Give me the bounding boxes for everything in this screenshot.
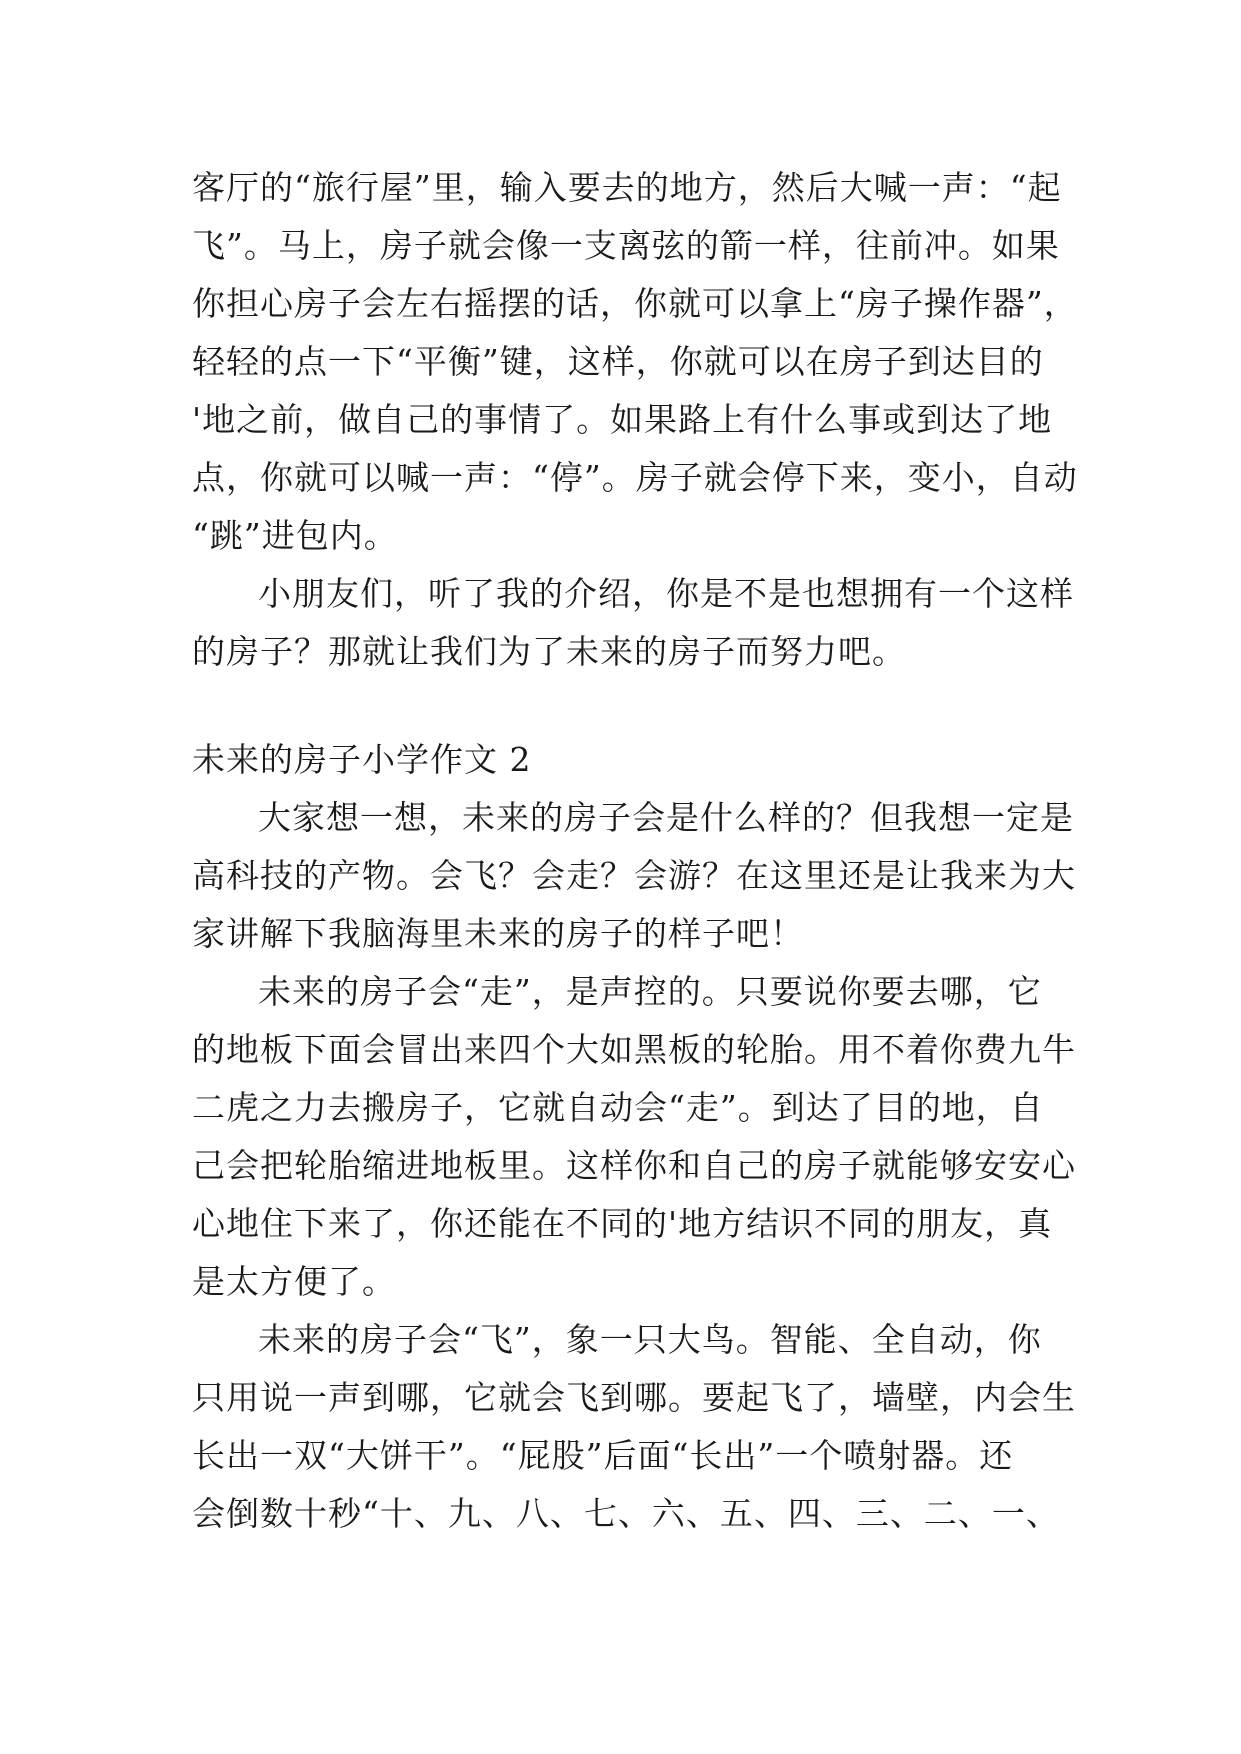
paragraph-line: 飞”。马上，房子就会像一支离弦的箭一样，往前冲。如果 — [192, 226, 1060, 265]
paragraph-line: 未来的房子会“走”，是声控的。只要说你要去哪，它 — [258, 972, 1042, 1011]
paragraph-line: '地之前，做自己的事情了。如果路上有什么事或到达了地 — [192, 400, 1053, 439]
paragraph-line: 未来的房子会“飞”，象一只大鸟。智能、全自动，你 — [258, 1320, 1042, 1359]
paragraph-line: 高科技的产物。会飞？会走？会游？在这里还是让我来为大 — [192, 856, 1076, 895]
paragraph-line: 的地板下面会冒出来四个大如黑板的轮胎。用不着你费九牛 — [192, 1030, 1076, 1069]
paragraph-line: “跳”进包内。 — [192, 516, 398, 555]
paragraph-line: 只用说一声到哪，它就会飞到哪。要起飞了，墙壁，内会生 — [192, 1378, 1076, 1417]
section-heading: 未来的房子小学作文 2 — [192, 740, 532, 779]
paragraph-line: 会倒数十秒“十、九、八、七、六、五、四、三、二、一、 — [192, 1494, 1060, 1533]
paragraph-line: 家讲解下我脑海里未来的房子的样子吧！ — [192, 914, 804, 953]
paragraph-line: 二虎之力去搬房子，它就自动会“走”。到达了目的地，自 — [192, 1088, 1044, 1127]
paragraph-line: 己会把轮胎缩进地板里。这样你和自己的房子就能够安安心 — [192, 1146, 1076, 1185]
paragraph-line: 小朋友们，听了我的介绍，你是不是也想拥有一个这样 — [258, 574, 1074, 613]
paragraph-line: 是太方便了。 — [192, 1262, 396, 1301]
paragraph-line: 大家想一想，未来的房子会是什么样的？但我想一定是 — [258, 798, 1074, 837]
paragraph-line: 长出一双“大饼干”。“屁股”后面“长出”一个喷射器。还 — [192, 1436, 1014, 1475]
paragraph-line: 心地住下来了，你还能在不同的'地方结识不同的朋友，真 — [192, 1204, 1053, 1243]
paragraph-line: 你担心房子会左右摇摆的话，你就可以拿上“房子操作器”， — [192, 284, 1078, 323]
paragraph-line: 点，你就可以喊一声：“停”。房子就会停下来，变小，自动 — [192, 458, 1078, 497]
paragraph-line: 的房子？那就让我们为了未来的房子而努力吧。 — [192, 632, 906, 671]
paragraph-line: 客厅的“旅行屋”里，输入要去的地方，然后大喊一声：“起 — [192, 168, 1062, 207]
paragraph-line: 轻轻的点一下“平衡”键，这样，你就可以在房子到达目的 — [192, 342, 1044, 381]
